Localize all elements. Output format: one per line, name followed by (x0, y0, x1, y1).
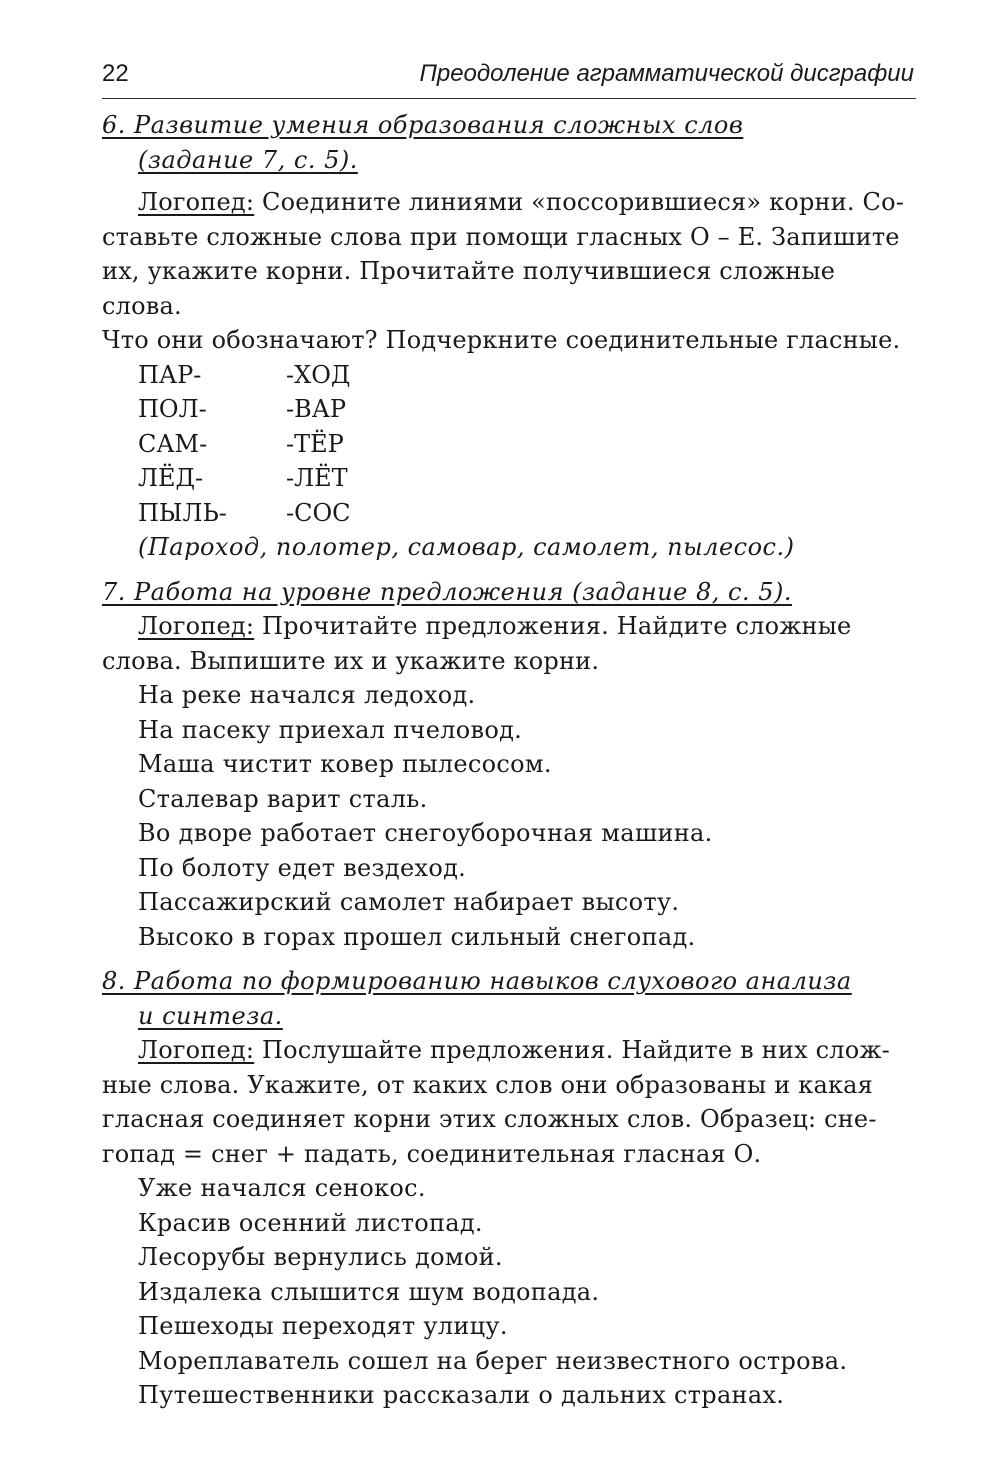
section-7-instruction (102, 609, 916, 644)
sentence: Сталевар варит сталь. (138, 784, 428, 813)
root-left: ПАР- (138, 360, 202, 389)
section-6-title-line2: (задание 7, с. 5). (138, 145, 358, 174)
root-left: ЛЁД- (138, 464, 204, 492)
instruction-line: гласная соединяет корни этих сложных слов. Образец: сне- (102, 1105, 877, 1133)
instruction-line: ставьте сложные слова при помощи гласных О – Е. Запишите (102, 222, 900, 251)
root-right: -ВАР (286, 395, 347, 423)
sentence: Красив осенний листопад. (138, 1208, 483, 1237)
section-6-instruction (102, 185, 916, 220)
section-6 (102, 108, 916, 565)
sentence: На реке начался ледоход. (138, 681, 476, 709)
instruction-text: Прочитайте предложения. Найдите сложные (254, 612, 852, 640)
root-left: ПЫЛЬ- (138, 498, 227, 527)
instruction-line: Что они обозначают? Подчеркните соединительные гласные. (102, 326, 901, 354)
section-8-instruction (102, 1033, 916, 1068)
speaker-label: Логопед: (138, 612, 255, 640)
instruction-line: ные слова. Укажите, от каких слов они образованы и какая (102, 1070, 874, 1099)
root-right: -ЛЁТ (286, 464, 348, 492)
section-8-title-line2: и синтеза. (138, 1001, 283, 1030)
root-row (138, 392, 916, 427)
sentence: На пасеку приехал пчеловод. (138, 715, 523, 744)
sentence: Мореплаватель сошел на берег неизвестного острова. (138, 1346, 848, 1375)
sentence: По болоту едет вездеход. (138, 853, 467, 882)
root-right: -ТЁР (286, 429, 344, 458)
page-number: 22 (102, 60, 129, 87)
section-6-title-line1: 6. Развитие умения образования сложных слов (102, 111, 744, 139)
root-list (102, 358, 916, 531)
instruction-line: их, укажите корни. Прочитайте получившиеся сложные слова. (102, 257, 836, 320)
root-right: -СОС (286, 498, 351, 527)
running-title: Преодоление аграмматической дисграфии (419, 60, 914, 87)
instruction-text: Соедините линиями «поссорившиеся» корни. Со- (254, 188, 905, 216)
sentence: Путешественники рассказали о дальних странах. (138, 1381, 785, 1409)
root-left: САМ- (138, 429, 208, 458)
section-7-title: 7. Работа на уровне предложения (задание 8, с. 5). (102, 577, 792, 606)
sentence: Пешеходы переходят улицу. (138, 1312, 508, 1340)
root-row (138, 358, 916, 393)
instruction-text: Послушайте предложения. Найдите в них слож- (254, 1036, 890, 1064)
speaker-label: Логопед: (138, 1036, 255, 1064)
section-8 (102, 964, 916, 1413)
sentence: Уже начался сенокос. (138, 1174, 426, 1202)
sentence: Маша чистит ковер пылесосом. (138, 750, 552, 778)
answer-line: (Пароход, полотер, самовар, самолет, пылесос.) (138, 533, 795, 561)
root-left: ПОЛ- (138, 395, 207, 423)
sentence: Во дворе работает снегоуборочная машина. (138, 819, 713, 847)
section-8-title-line1: 8. Работа по формированию навыков слухового анализа (102, 967, 852, 995)
root-row (138, 427, 916, 462)
page-header (102, 58, 916, 99)
sentence: Лесорубы вернулись домой. (138, 1243, 503, 1271)
sentence: Издалека слышится шум водопада. (138, 1277, 600, 1306)
page-content (102, 108, 916, 1413)
root-right: -ХОД (286, 360, 351, 389)
sentence: Пассажирский самолет набирает высоту. (138, 888, 680, 916)
instruction-line: слова. Выпишите их и укажите корни. (102, 646, 600, 675)
section-7 (102, 575, 916, 955)
sentence: Высоко в горах прошел сильный снегопад. (138, 922, 696, 951)
root-row (138, 496, 916, 531)
speaker-label: Логопед: (138, 188, 255, 216)
instruction-line: гопад = снег + падать, соединительная гласная О. (102, 1139, 762, 1168)
root-row (138, 461, 916, 496)
